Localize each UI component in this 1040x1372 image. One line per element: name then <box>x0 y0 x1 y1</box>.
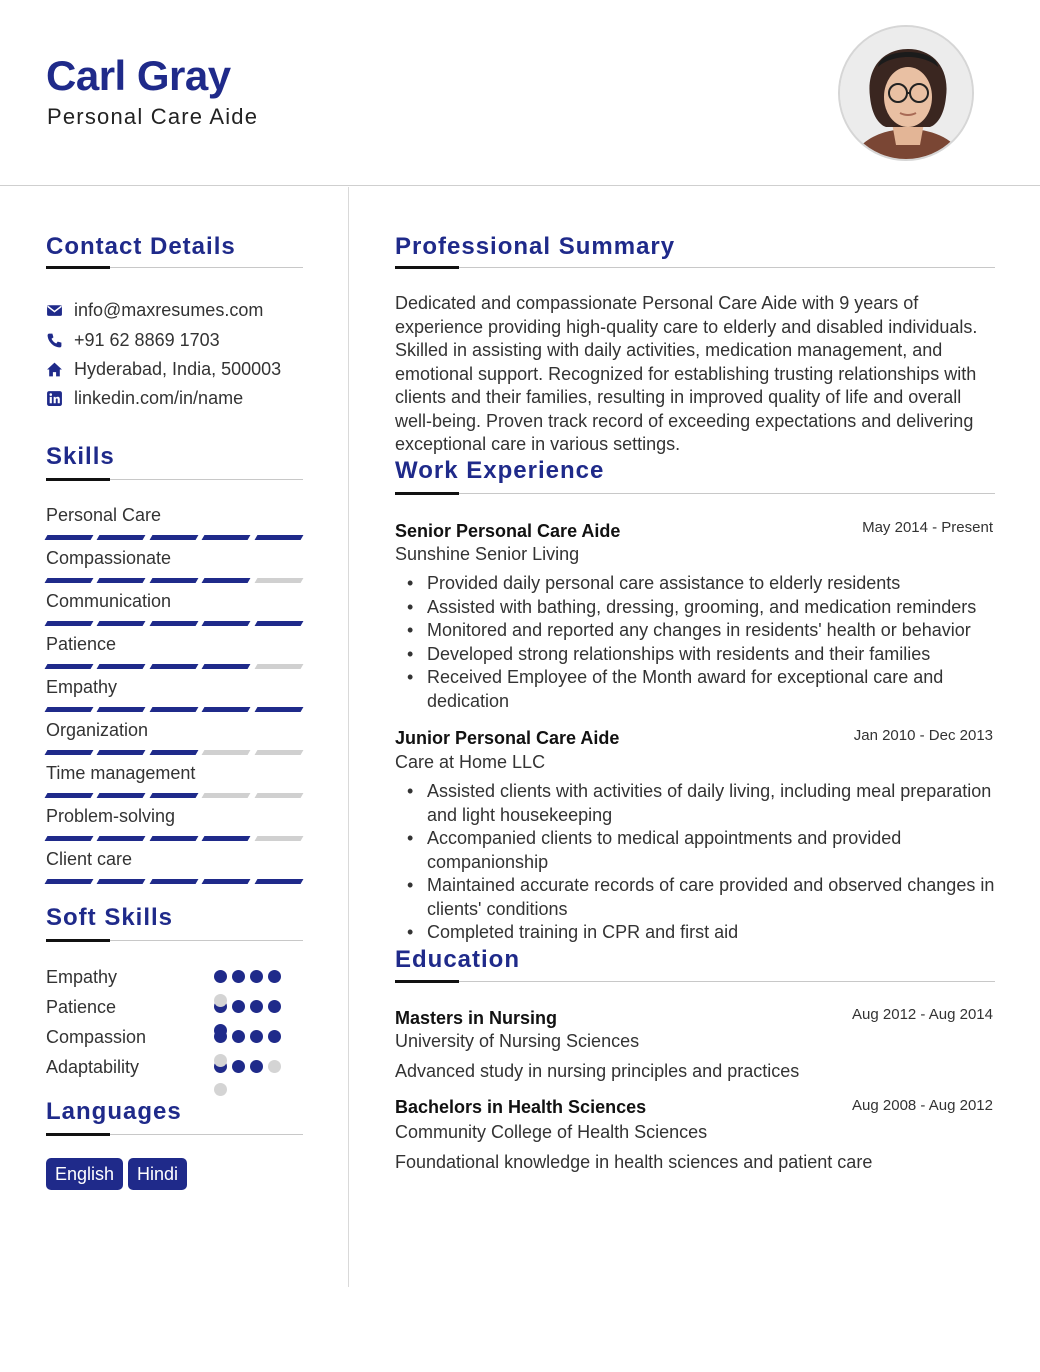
degree-dates: Aug 2012 - Aug 2014 <box>852 1006 993 1023</box>
avatar-illustration <box>840 27 974 161</box>
contact-address <box>46 358 306 380</box>
skill-label: Empathy <box>46 677 118 697</box>
rating-dot-artifact <box>214 1083 227 1096</box>
education-rule <box>395 981 995 982</box>
summary-text: Dedicated and compassionate Personal Care Aide with 9 years of experience providing high-quality care to elderly and disabled individuals. Skilled in assisting with daily activities, medication management, and emotional support. Recognized for establishing trusting relationships with clients and their families, resulting in improved quality of life and overall well-being. Proven track record of exceeding expectations and delivering exceptional care in various settings. <box>395 293 978 454</box>
soft-skill-label: Empathy <box>46 967 118 987</box>
skill-level-segment <box>149 836 198 841</box>
home-icon <box>46 361 63 378</box>
rating-dot-artifact <box>214 1054 227 1067</box>
job-organization: Sunshine Senior Living <box>395 544 580 564</box>
skill-level-segment <box>97 535 146 540</box>
skill-label: Compassionate <box>46 548 172 568</box>
summary-rule <box>395 267 995 268</box>
skill-level-segment <box>254 879 303 884</box>
skill-label: Personal Care <box>46 505 162 525</box>
rating-dot <box>268 1030 281 1043</box>
experience-accent <box>395 492 459 495</box>
skill-level-segment <box>202 793 251 798</box>
rating-dot <box>250 1060 263 1073</box>
education-heading: Education <box>395 946 521 973</box>
job-dates: Jan 2010 - Dec 2013 <box>853 727 993 744</box>
skill-level-segment <box>202 535 251 540</box>
candidate-name: Carl Gray <box>46 52 231 99</box>
summary-accent <box>395 266 459 269</box>
job-bullet: • Received Employee of the Month award for exceptional care and dedication <box>427 666 997 713</box>
soft-skills-heading: Soft Skills <box>46 904 174 931</box>
skills-accent <box>46 478 110 481</box>
summary-heading: Professional Summary <box>395 233 676 260</box>
soft-skill-label: Patience <box>46 997 117 1017</box>
soft-skill-rating <box>214 970 281 983</box>
job-bullet: • Completed training in CPR and first aid <box>427 921 997 945</box>
contact-email-text: info@maxresumes.com <box>74 299 264 320</box>
job-bullet: • Assisted clients with activities of daily living, including meal preparation and light housekeeping <box>427 780 997 827</box>
skill-level-bar <box>46 750 302 755</box>
skill-level-bar <box>46 793 302 798</box>
rating-dot <box>268 970 281 983</box>
skill-level-segment <box>202 879 251 884</box>
skill-level-segment <box>97 879 146 884</box>
languages-accent <box>46 1133 110 1136</box>
contact-email[interactable] <box>46 299 306 321</box>
skill-label: Time management <box>46 763 196 783</box>
candidate-title: Personal Care Aide <box>47 104 259 129</box>
job-bullet: • Developed strong relationships with residents and their families <box>427 643 997 667</box>
job-title: Senior Personal Care Aide <box>395 521 621 541</box>
skill-level-segment <box>254 535 303 540</box>
skill-level-segment <box>97 793 146 798</box>
contact-heading: Contact Details <box>46 233 236 260</box>
skill-level-segment <box>149 664 198 669</box>
skill-level-segment <box>149 750 198 755</box>
skill-level-segment <box>97 707 146 712</box>
rating-dot <box>232 1060 245 1073</box>
rating-dot <box>214 970 227 983</box>
skill-level-segment <box>149 793 198 798</box>
skill-level-segment <box>149 707 198 712</box>
linkedin-icon <box>46 390 63 407</box>
degree-description: Foundational knowledge in health sciences and patient care <box>395 1152 873 1172</box>
skill-level-segment <box>97 836 146 841</box>
skill-level-segment <box>45 578 94 583</box>
skill-level-segment <box>254 621 303 626</box>
rating-dot <box>268 1060 281 1073</box>
language-badge-english: English <box>46 1158 123 1190</box>
skill-level-segment <box>254 836 303 841</box>
rating-dot <box>250 970 263 983</box>
rating-dot-artifact <box>214 994 227 1007</box>
job-bullets <box>427 572 997 713</box>
skill-level-bar <box>46 879 302 884</box>
education-accent <box>395 980 459 983</box>
degree-title: Masters in Nursing <box>395 1008 558 1028</box>
job-bullet: • Monitored and reported any changes in residents' health or behavior <box>427 619 997 643</box>
profile-photo <box>838 25 974 161</box>
job-title: Junior Personal Care Aide <box>395 728 620 748</box>
skill-level-bar <box>46 707 302 712</box>
skill-level-segment <box>149 621 198 626</box>
skill-level-segment <box>97 578 146 583</box>
language-badge-hindi: Hindi <box>128 1158 187 1190</box>
skill-level-segment <box>45 621 94 626</box>
skill-level-segment <box>202 578 251 583</box>
degree-dates: Aug 2008 - Aug 2012 <box>852 1097 993 1114</box>
contact-address-text: Hyderabad, India, 500003 <box>74 358 282 379</box>
skill-level-segment <box>45 707 94 712</box>
skill-level-segment <box>45 793 94 798</box>
skill-level-bar <box>46 535 302 540</box>
skill-level-bar <box>46 621 302 626</box>
rating-dot <box>232 1000 245 1013</box>
resume-header <box>0 0 1040 186</box>
rating-dot <box>250 1000 263 1013</box>
skill-level-segment <box>254 578 303 583</box>
skill-level-segment <box>202 621 251 626</box>
skill-level-bar <box>46 836 302 841</box>
skill-level-segment <box>149 879 198 884</box>
skill-level-segment <box>45 750 94 755</box>
column-divider <box>348 187 349 1287</box>
skill-label: Communication <box>46 591 172 611</box>
skill-level-segment <box>254 750 303 755</box>
skill-level-segment <box>97 664 146 669</box>
skill-level-segment <box>254 793 303 798</box>
contact-phone[interactable] <box>46 329 306 351</box>
phone-icon <box>46 332 63 349</box>
skill-level-segment <box>202 836 251 841</box>
rating-dot <box>232 1030 245 1043</box>
skill-level-segment <box>97 750 146 755</box>
soft-skill-label: Adaptability <box>46 1057 140 1077</box>
rating-dot <box>232 970 245 983</box>
rating-dot-artifact <box>214 1024 227 1037</box>
contact-accent <box>46 266 110 269</box>
skill-level-segment <box>254 707 303 712</box>
skill-level-segment <box>202 707 251 712</box>
skill-level-segment <box>149 578 198 583</box>
rating-dot <box>250 1030 263 1043</box>
skill-level-segment <box>45 836 94 841</box>
soft-skills-accent <box>46 939 110 942</box>
skill-level-bar <box>46 578 302 583</box>
contact-linkedin[interactable] <box>46 387 306 409</box>
skill-level-segment <box>202 664 251 669</box>
skill-level-bar <box>46 664 302 669</box>
job-organization: Care at Home LLC <box>395 752 546 772</box>
degree-description: Advanced study in nursing principles and practices <box>395 1061 800 1081</box>
skill-label: Organization <box>46 720 149 740</box>
job-bullet: • Accompanied clients to medical appointments and provided companionship <box>427 827 997 874</box>
skill-level-segment <box>149 535 198 540</box>
rating-dot <box>268 1000 281 1013</box>
envelope-icon <box>46 302 63 319</box>
job-bullet: • Provided daily personal care assistance to elderly residents <box>427 572 997 596</box>
school-name: Community College of Health Sciences <box>395 1122 708 1142</box>
skill-level-segment <box>45 879 94 884</box>
job-bullet: • Maintained accurate records of care provided and observed changes in clients' conditions <box>427 874 997 921</box>
job-bullets <box>427 780 997 945</box>
job-bullet: • Assisted with bathing, dressing, grooming, and medication reminders <box>427 596 997 620</box>
degree-title: Bachelors in Health Sciences <box>395 1097 647 1117</box>
experience-rule <box>395 493 995 494</box>
experience-heading: Work Experience <box>395 457 605 484</box>
skill-label: Patience <box>46 634 117 654</box>
skills-heading: Skills <box>46 443 115 470</box>
skill-level-segment <box>97 621 146 626</box>
languages-heading: Languages <box>46 1098 182 1125</box>
contact-linkedin-text: linkedin.com/in/name <box>74 387 244 408</box>
skill-level-segment <box>254 664 303 669</box>
skill-level-segment <box>45 664 94 669</box>
job-dates: May 2014 - Present <box>862 519 993 536</box>
skill-level-segment <box>45 535 94 540</box>
skill-level-segment <box>202 750 251 755</box>
skill-label: Client care <box>46 849 133 869</box>
soft-skill-label: Compassion <box>46 1027 147 1047</box>
school-name: University of Nursing Sciences <box>395 1031 640 1051</box>
contact-phone-text: +91 62 8869 1703 <box>74 329 220 350</box>
skill-label: Problem-solving <box>46 806 176 826</box>
